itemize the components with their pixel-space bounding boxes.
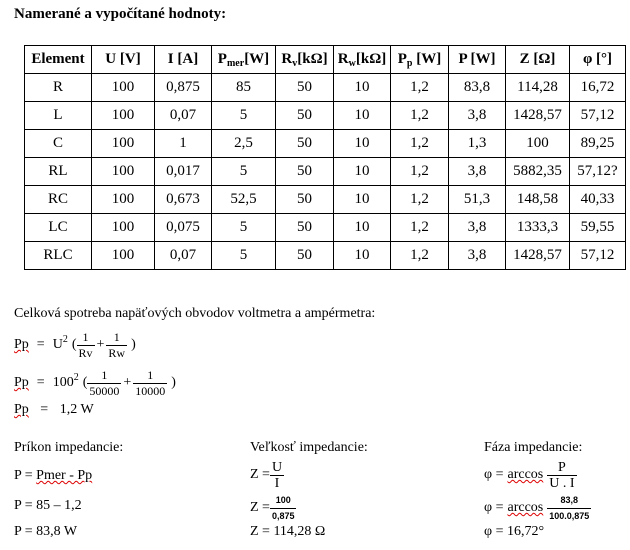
plus-sign: + <box>123 375 132 390</box>
table-row <box>25 74 626 102</box>
table-row <box>25 186 626 214</box>
table-cell: 100 <box>92 102 155 130</box>
table-cell: 10 <box>334 214 391 242</box>
paren-open: ( <box>82 375 88 390</box>
u-base: U <box>52 337 63 352</box>
table-cell: 57,12? <box>570 158 626 186</box>
fraction-denominator: 100.0,875 <box>547 508 591 524</box>
table-cell: 0,07 <box>155 242 212 270</box>
pp-symbol: Pp <box>14 375 29 390</box>
faza-substituted <box>484 494 591 522</box>
header-voltage: U [V] <box>92 46 155 74</box>
velkost-result: Z = 114,28 Ω <box>250 524 326 539</box>
velkost-substituted <box>250 494 296 522</box>
table-cell: 16,72 <box>570 74 626 102</box>
arccos-label: arccos <box>507 500 544 515</box>
table-cell: 1,2 <box>391 242 449 270</box>
prikon-formula <box>14 468 92 484</box>
table-cell: L <box>25 102 92 130</box>
table-header-row <box>25 46 626 74</box>
pp-symbol: Pp <box>14 337 29 352</box>
table-cell: 50 <box>276 130 334 158</box>
fraction-denominator: U . I <box>549 475 575 491</box>
fraction-p-over-ui <box>547 460 576 491</box>
table-cell: 100 <box>92 186 155 214</box>
table-cell: 50 <box>276 74 334 102</box>
measurement-table <box>24 45 626 270</box>
paren-open: ( <box>71 337 77 352</box>
table-cell: 1,2 <box>391 214 449 242</box>
table-cell: 57,12 <box>570 102 626 130</box>
table-cell: 59,55 <box>570 214 626 242</box>
table-cell: 2,5 <box>212 130 276 158</box>
z-lhs: Z = <box>250 467 270 482</box>
fraction-100-over-0875 <box>270 493 297 524</box>
arccos-label: arccos <box>507 467 544 482</box>
prikon-line2: P = 85 – 1,2 <box>14 498 82 513</box>
table-cell: 5 <box>212 158 276 186</box>
fraction-u-over-i <box>270 460 284 491</box>
hundred-exponent: 2 <box>73 371 79 383</box>
header-pmer: $P_{mer}[W]$ <box>212 46 276 74</box>
fraction-numerator: 1 <box>101 367 108 382</box>
consumption-title: Celková spotreba napäťových obvodov voltmetra a ampérmetra: <box>14 306 376 321</box>
fraction-rw <box>106 330 127 361</box>
table-cell: 5 <box>212 102 276 130</box>
z-lhs: Z = <box>250 500 270 515</box>
prikon-title: Príkon impedancie: <box>14 440 124 455</box>
table-cell: 10 <box>334 158 391 186</box>
header-rw: $R_w[k\Omega]$ <box>334 46 391 74</box>
fraction-numerator: 1 <box>113 329 120 344</box>
fraction-rv <box>77 330 95 361</box>
equals-sign: = <box>36 337 45 352</box>
plus-sign: + <box>96 337 105 352</box>
faza-result: φ = 16,72° <box>484 524 545 539</box>
table-cell: 100 <box>506 130 570 158</box>
table-cell: 1,3 <box>449 130 506 158</box>
fraction-denominator: I <box>270 475 284 491</box>
fraction-denominator: 10000 <box>135 383 166 398</box>
table-cell: 89,25 <box>570 130 626 158</box>
equals-sign: = <box>36 375 45 390</box>
hundred-base: 100 <box>52 375 74 390</box>
table-cell: 50 <box>276 186 334 214</box>
header-pp: $P_p$ [W] <box>391 46 449 74</box>
table-cell: 50 <box>276 158 334 186</box>
fraction-numerator: U <box>271 459 283 475</box>
fraction-50000 <box>87 368 121 399</box>
table-cell: 100 <box>92 74 155 102</box>
table-cell: 3,8 <box>449 242 506 270</box>
paren-close: ) <box>131 337 136 352</box>
table-cell: 100 <box>92 130 155 158</box>
table-cell: 10 <box>334 102 391 130</box>
consumption-result <box>14 402 94 418</box>
table-cell: 0,875 <box>155 74 212 102</box>
table-cell: 40,33 <box>570 186 626 214</box>
header-phase: φ [°] <box>570 46 626 74</box>
table-cell: 10 <box>334 130 391 158</box>
table-cell: C <box>25 130 92 158</box>
table-row <box>25 102 626 130</box>
consumption-result-value: 1,2 W <box>59 402 94 417</box>
u-exponent: 2 <box>62 333 68 345</box>
table-cell: 100 <box>92 214 155 242</box>
table-cell: 3,8 <box>449 102 506 130</box>
table-cell: 83,8 <box>449 74 506 102</box>
prikon-result: P = 83,8 W <box>14 524 78 539</box>
table-row <box>25 242 626 270</box>
phi-lhs: φ = <box>484 500 504 515</box>
table-cell: 100 <box>92 158 155 186</box>
table-cell: 10 <box>334 186 391 214</box>
fraction-numerator: P <box>557 459 566 475</box>
table-cell: 50 <box>276 102 334 130</box>
table-cell: 5882,35 <box>506 158 570 186</box>
header-rv: $R_v[k\Omega]$ <box>276 46 334 74</box>
table-row <box>25 130 626 158</box>
table-cell: 1 <box>155 130 212 158</box>
table-cell: 5 <box>212 242 276 270</box>
table-cell: 1,2 <box>391 186 449 214</box>
velkost-title: Veľkosť impedancie: <box>250 440 368 455</box>
fraction-denominator: 50000 <box>89 383 120 398</box>
fraction-838-over-value <box>547 493 591 524</box>
header-power: P [W] <box>449 46 506 74</box>
table-cell: 50 <box>276 214 334 242</box>
fraction-numerator: 83,8 <box>560 494 579 505</box>
faza-title: Fáza impedancie: <box>484 440 583 455</box>
table-cell: 10 <box>334 242 391 270</box>
table-cell: LC <box>25 214 92 242</box>
prikon-lhs: P = <box>14 468 33 483</box>
phi-lhs: φ = <box>484 467 504 482</box>
fraction-denominator: 0,875 <box>270 508 297 524</box>
table-cell: 1333,3 <box>506 214 570 242</box>
fraction-numerator: 100 <box>275 494 291 505</box>
equals-sign: = <box>40 402 49 417</box>
consumption-formula <box>14 328 136 362</box>
paren-close: ) <box>171 375 176 390</box>
table-cell: 1428,57 <box>506 242 570 270</box>
fraction-numerator: 1 <box>147 367 154 382</box>
table-cell: 5 <box>212 214 276 242</box>
table-cell: 52,5 <box>212 186 276 214</box>
table-cell: RL <box>25 158 92 186</box>
table-cell: 10 <box>334 74 391 102</box>
table-cell: 3,8 <box>449 158 506 186</box>
table-cell: 57,12 <box>570 242 626 270</box>
fraction-numerator: 1 <box>82 329 89 344</box>
table-cell: R <box>25 74 92 102</box>
table-cell: 85 <box>212 74 276 102</box>
fraction-10000 <box>133 368 167 399</box>
faza-formula <box>484 458 577 492</box>
page-heading: Namerané a vypočítané hodnoty: <box>14 6 227 22</box>
pp-symbol: Pp <box>14 402 29 417</box>
fraction-denominator: Rw <box>108 345 126 360</box>
table-cell: RLC <box>25 242 92 270</box>
table-cell: 0,075 <box>155 214 212 242</box>
table-cell: 148,58 <box>506 186 570 214</box>
table-cell: 51,3 <box>449 186 506 214</box>
header-impedance: Z [Ω] <box>506 46 570 74</box>
table-row <box>25 158 626 186</box>
table-cell: RC <box>25 186 92 214</box>
header-element: Element <box>25 46 92 74</box>
table-cell: 1,2 <box>391 102 449 130</box>
table-cell: 1428,57 <box>506 102 570 130</box>
table-cell: 0,07 <box>155 102 212 130</box>
table-cell: 0,673 <box>155 186 212 214</box>
fraction-denominator: Rv <box>78 345 93 360</box>
table-row <box>25 214 626 242</box>
table-body <box>25 74 626 270</box>
table-cell: 1,2 <box>391 158 449 186</box>
table-cell: 1,2 <box>391 74 449 102</box>
table-cell: 50 <box>276 242 334 270</box>
table-cell: 1,2 <box>391 130 449 158</box>
table-cell: 0,017 <box>155 158 212 186</box>
header-current: I [A] <box>155 46 212 74</box>
table-cell: 114,28 <box>506 74 570 102</box>
table-cell: 3,8 <box>449 214 506 242</box>
table-cell: 100 <box>92 242 155 270</box>
velkost-formula <box>250 458 284 492</box>
consumption-substituted <box>14 366 176 400</box>
prikon-rhs: Pmer - Pp <box>36 468 93 483</box>
